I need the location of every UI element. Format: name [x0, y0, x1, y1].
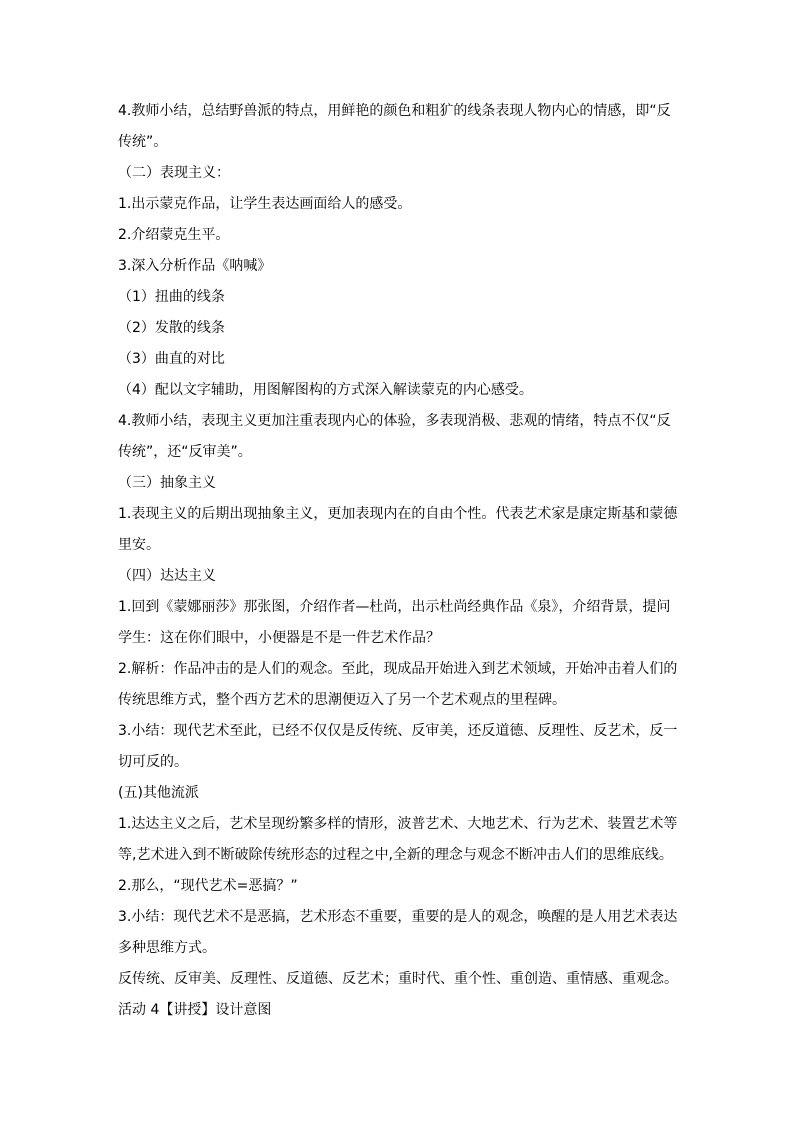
paragraph-expressionism-summary: 4.教师小结，表现主义更加注重表现内心的体验，多表现消极、悲观的情绪，特点不仅“反传统”，还“反审美”。 — [118, 413, 671, 460]
document-body — [118, 96, 680, 1026]
paragraph-dada-summary: 3.小结：现代艺术至此，已经不仅仅是反传统、反审美，还反道德、反理性、反艺术，反一切可反的。 — [118, 723, 678, 770]
paragraph-analysis: 2.解析：作品冲击的是人们的观念。至此，现成品开始进入到艺术领域，开始冲击着人们的传统思维方式，整个西方艺术的思潮便迈入了另一个艺术观点的里程碑。 — [118, 661, 678, 708]
paragraph-fauvism-summary: 4.教师小结，总结野兽派的特点，用鲜艳的颜色和粗犷的线条表现人物内心的情感，即“反传统”。 — [118, 103, 671, 150]
paragraph-scream-analysis: 3.深入分析作品《呐喊》 — [118, 258, 272, 274]
heading-expressionism: （二）表现主义： — [118, 165, 230, 181]
heading-abstractionism: （三）抽象主义 — [118, 475, 216, 491]
list-item-curve-contrast: （3）曲直的对比 — [118, 351, 225, 367]
paragraph-abstractionism: 1.表现主义的后期出现抽象主义，更加表现内在的自由个性。代表艺术家是康定斯基和蒙德里安。 — [118, 506, 678, 553]
paragraph-after-dada: 1.达达主义之后，艺术呈现纷繁多样的情形，波普艺术、大地艺术、行为艺术、装置艺术等等,艺术进入到不断破除传统形态的过程之中,全新的理念与观念不断冲击人们的思维底线。 — [118, 816, 678, 863]
paragraph-duchamp: 1.回到《蒙娜丽莎》那张图，介绍作者—杜尚，出示杜尚经典作品《泉》，介绍背景，提问学生：这在你们眼中，小便器是不是一件艺术作品？ — [118, 599, 671, 646]
paragraph-modern-art-summary: 3.小结：现代艺术不是恶搞，艺术形态不重要，重要的是人的观念，唤醒的是人用艺术表达多种思维方式。 — [118, 909, 678, 956]
paragraph-keywords: 反传统、反审美、反理性、反道德、反艺术；重时代、重个性、重创造、重情感、重观念。 — [118, 971, 678, 987]
list-item-radiating-lines: （2）发散的线条 — [118, 320, 225, 336]
paragraph-question: 2.那么，“现代艺术=恶搞？” — [118, 878, 298, 894]
list-item-text-aid: （4）配以文字辅助，用图解图构的方式深入解读蒙克的内心感受。 — [118, 382, 533, 398]
heading-dadaism: （四）达达主义 — [118, 568, 216, 584]
list-item-twisted-lines: （1）扭曲的线条 — [118, 289, 225, 305]
paragraph-munch-bio: 2.介绍蒙克生平。 — [118, 227, 230, 243]
paragraph-munch-works: 1.出示蒙克作品，让学生表达画面给人的感受。 — [118, 196, 412, 212]
heading-activity-4: 活动 4【讲授】设计意图 — [118, 1002, 272, 1018]
heading-other-schools: (五)其他流派 — [118, 785, 199, 801]
